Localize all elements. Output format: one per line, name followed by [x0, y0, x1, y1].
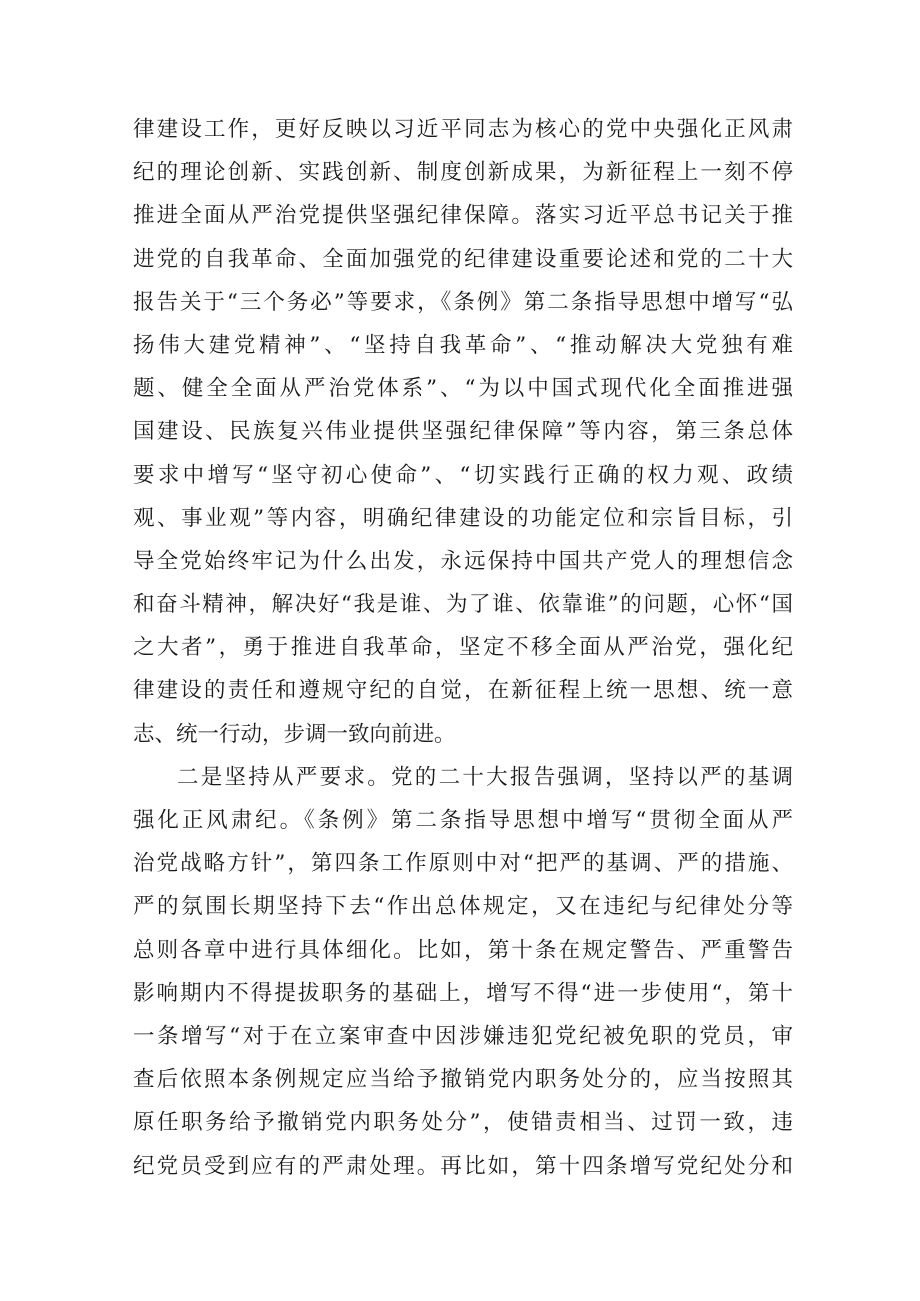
paragraph-1: [133, 108, 793, 756]
text-line: 一条增写“对于在立案审查中因涉嫌违犯党纪被免职的党员，审: [133, 1023, 793, 1049]
text-line: 进党的自我革命、全面加强党的纪律建设重要论述和党的二十大: [133, 246, 793, 272]
text-line: 国建设、民族复兴伟业提供坚强纪律保障”等内容，第三条总体: [133, 419, 793, 445]
document-body: [133, 108, 793, 1188]
paragraph-2: [133, 756, 793, 1188]
text-line: 影响期内不得提拔职务的基础上，增写不得“进一步使用“，第十: [133, 980, 793, 1006]
text-line: 纪党员受到应有的严肃处理。再比如，第十四条增写党纪处分和: [133, 1153, 793, 1179]
text-line: 总则各章中进行具体细化。比如，第十条在规定警告、严重警告: [133, 937, 793, 963]
text-line: 观、事业观”等内容，明确纪律建设的功能定位和宗旨目标，引: [133, 505, 793, 531]
text-line: 治党战略方针”，第四条工作原则中对“把严的基调、严的措施、: [133, 851, 793, 877]
text-line: 推进全面从严治党提供坚强纪律保障。落实习近平总书记关于推: [133, 203, 793, 229]
text-line: 之大者”，勇于推进自我革命，坚定不移全面从严治党，强化纪: [133, 635, 793, 661]
text-line: 要求中增写“坚守初心使命”、“切实践行正确的权力观、政绩: [133, 462, 793, 488]
text-line: 律建设的责任和遵规守纪的自觉，在新征程上统一思想、统一意: [133, 678, 793, 704]
text-line: 导全党始终牢记为什么出发，永远保持中国共产党人的理想信念: [133, 548, 793, 574]
text-line: 查后依照本条例规定应当给予撤销党内职务处分的，应当按照其: [133, 1067, 793, 1093]
text-line: 报告关于“三个务必”等要求，《条例》第二条指导思想中增写“弘: [133, 289, 793, 315]
text-line: 和奋斗精神，解决好“我是谁、为了谁、依靠谁”的问题，心怀“国: [133, 592, 793, 618]
text-line: 题、健全全面从严治党体系”、“为以中国式现代化全面推进强: [133, 376, 793, 402]
text-line: 律建设工作，更好反映以习近平同志为核心的党中央强化正风肃: [133, 117, 793, 142]
text-line: 原任职务给予撤销党内职务处分”，使错责相当、过罚一致，违: [133, 1110, 793, 1136]
text-line: 扬伟大建党精神”、“坚持自我革命”、“推动解决大党独有难: [133, 332, 793, 358]
text-line: 纪的理论创新、实践创新、制度创新成果，为新征程上一刻不停: [133, 160, 793, 186]
text-line: 志、统一行动，步调一致向前进。: [133, 721, 456, 747]
text-line: 二是坚持从严要求。党的二十大报告强调，坚持以严的基调: [177, 764, 793, 790]
text-line: 强化正风肃纪。《条例》第二条指导思想中增写“贯彻全面从严: [133, 808, 793, 833]
text-line: 严的氛围长期坚持下去“作出总体规定，又在违纪与纪律处分等: [133, 894, 793, 920]
